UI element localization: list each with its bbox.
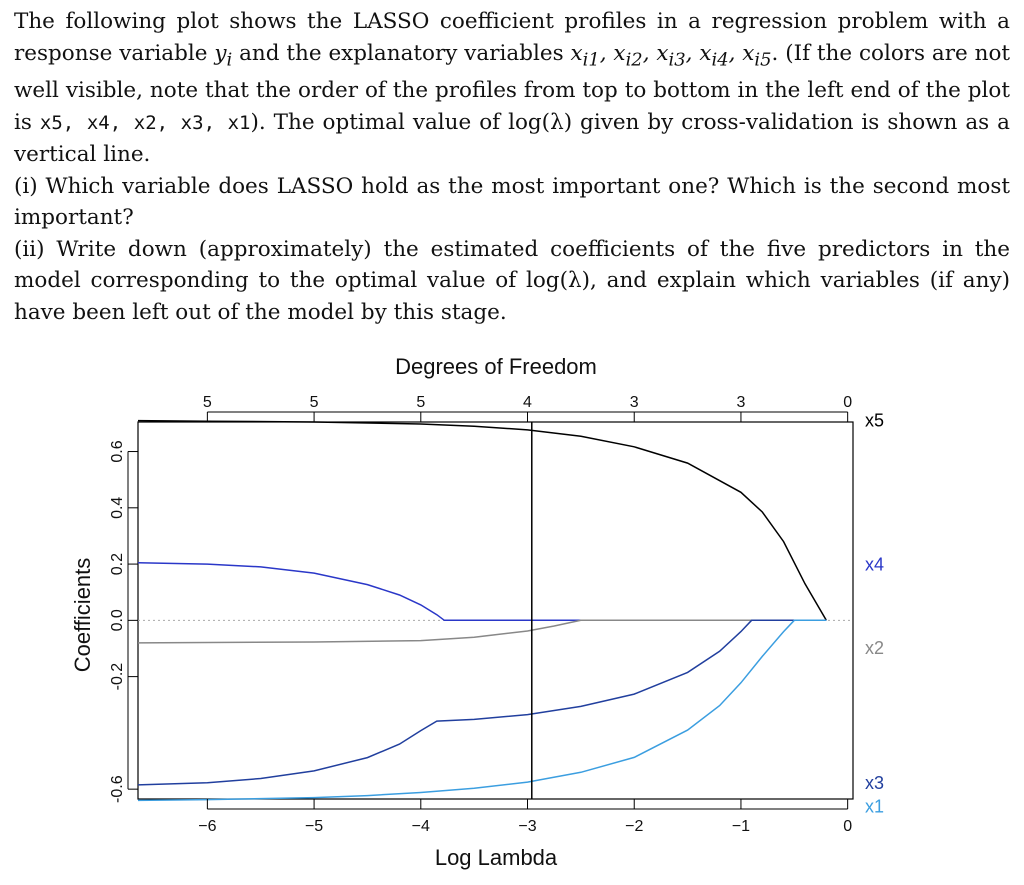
- response-variable: $y_i$: [214, 40, 233, 70]
- explanatory-variables: $x_{i1}$, $x_{i2}$, $x_{i3}$, $x_{i4}$, $x_{i5}$: [570, 40, 772, 70]
- right-label-x3: x3: [865, 772, 885, 793]
- right-label-x2: x2: [865, 637, 885, 658]
- order-list: x5, x4, x2, x3, x1: [39, 111, 251, 134]
- x-tick-label: −6: [198, 818, 217, 835]
- x-tick-label: −4: [411, 818, 430, 835]
- top-tick-label: 5: [309, 394, 319, 411]
- x-tick-label: −1: [731, 818, 751, 835]
- y-tick-label: 0.2: [109, 552, 126, 576]
- right-label-x1: x1: [865, 796, 885, 817]
- series-line-x4: [138, 563, 826, 621]
- question-intro: The following plot shows the LASSO coefficient profiles in a regression problem with a response variable $y_i$ and the explanatory variables $x_{i1}$, $x_{i2}$, $x_{i3}$, $x_{i4}$, $x_{i5}$. (If the colors are not well visible, note that the order of the profiles from top to bottom in the left end of the plot is x5, x4, x2, x3, x1). The optimal value of log(λ) given by cross-validation is shown as a vertical line.: [14, 9, 1011, 168]
- question-part-i: (i) Which variable does LASSO hold as the most important one? Which is the second most important?: [14, 173, 1010, 231]
- top-tick-label: 3: [736, 394, 746, 411]
- right-label-x4: x4: [865, 554, 885, 575]
- y-tick-label: 0.0: [109, 609, 126, 632]
- top-tick-label: 0: [843, 394, 853, 411]
- top-tick-label: 3: [629, 394, 639, 411]
- x-tick-label: 0: [843, 818, 853, 835]
- plot-frame: [138, 422, 853, 799]
- y-tick-label: -0.6: [109, 775, 126, 803]
- top-tick-label: 4: [523, 394, 532, 411]
- series-line-x5: [138, 421, 826, 621]
- x-tick-label: −3: [518, 818, 537, 835]
- x-axis-label: Log Lambda: [434, 845, 558, 870]
- question-part-ii: (ii) Write down (approximately) the estimated coefficients of the five predictors in the model corresponding to the optimal value of log(λ), and explain which variables (if any) have been left out of the model by this stage.: [14, 236, 1010, 325]
- right-label-x5: x5: [865, 410, 885, 431]
- top-tick-label: 5: [416, 394, 426, 411]
- y-tick-label: 0.6: [109, 440, 126, 463]
- y-tick-label: -0.2: [109, 662, 126, 691]
- y-axis-label: Coefficients: [70, 557, 95, 673]
- x-tick-label: −5: [304, 818, 324, 835]
- series-line-x2: [138, 620, 826, 643]
- x-tick-label: −2: [625, 818, 644, 835]
- top-tick-label: 5: [202, 394, 212, 411]
- y-tick-label: 0.4: [109, 496, 126, 519]
- chart-title: Degrees of Freedom: [395, 354, 597, 379]
